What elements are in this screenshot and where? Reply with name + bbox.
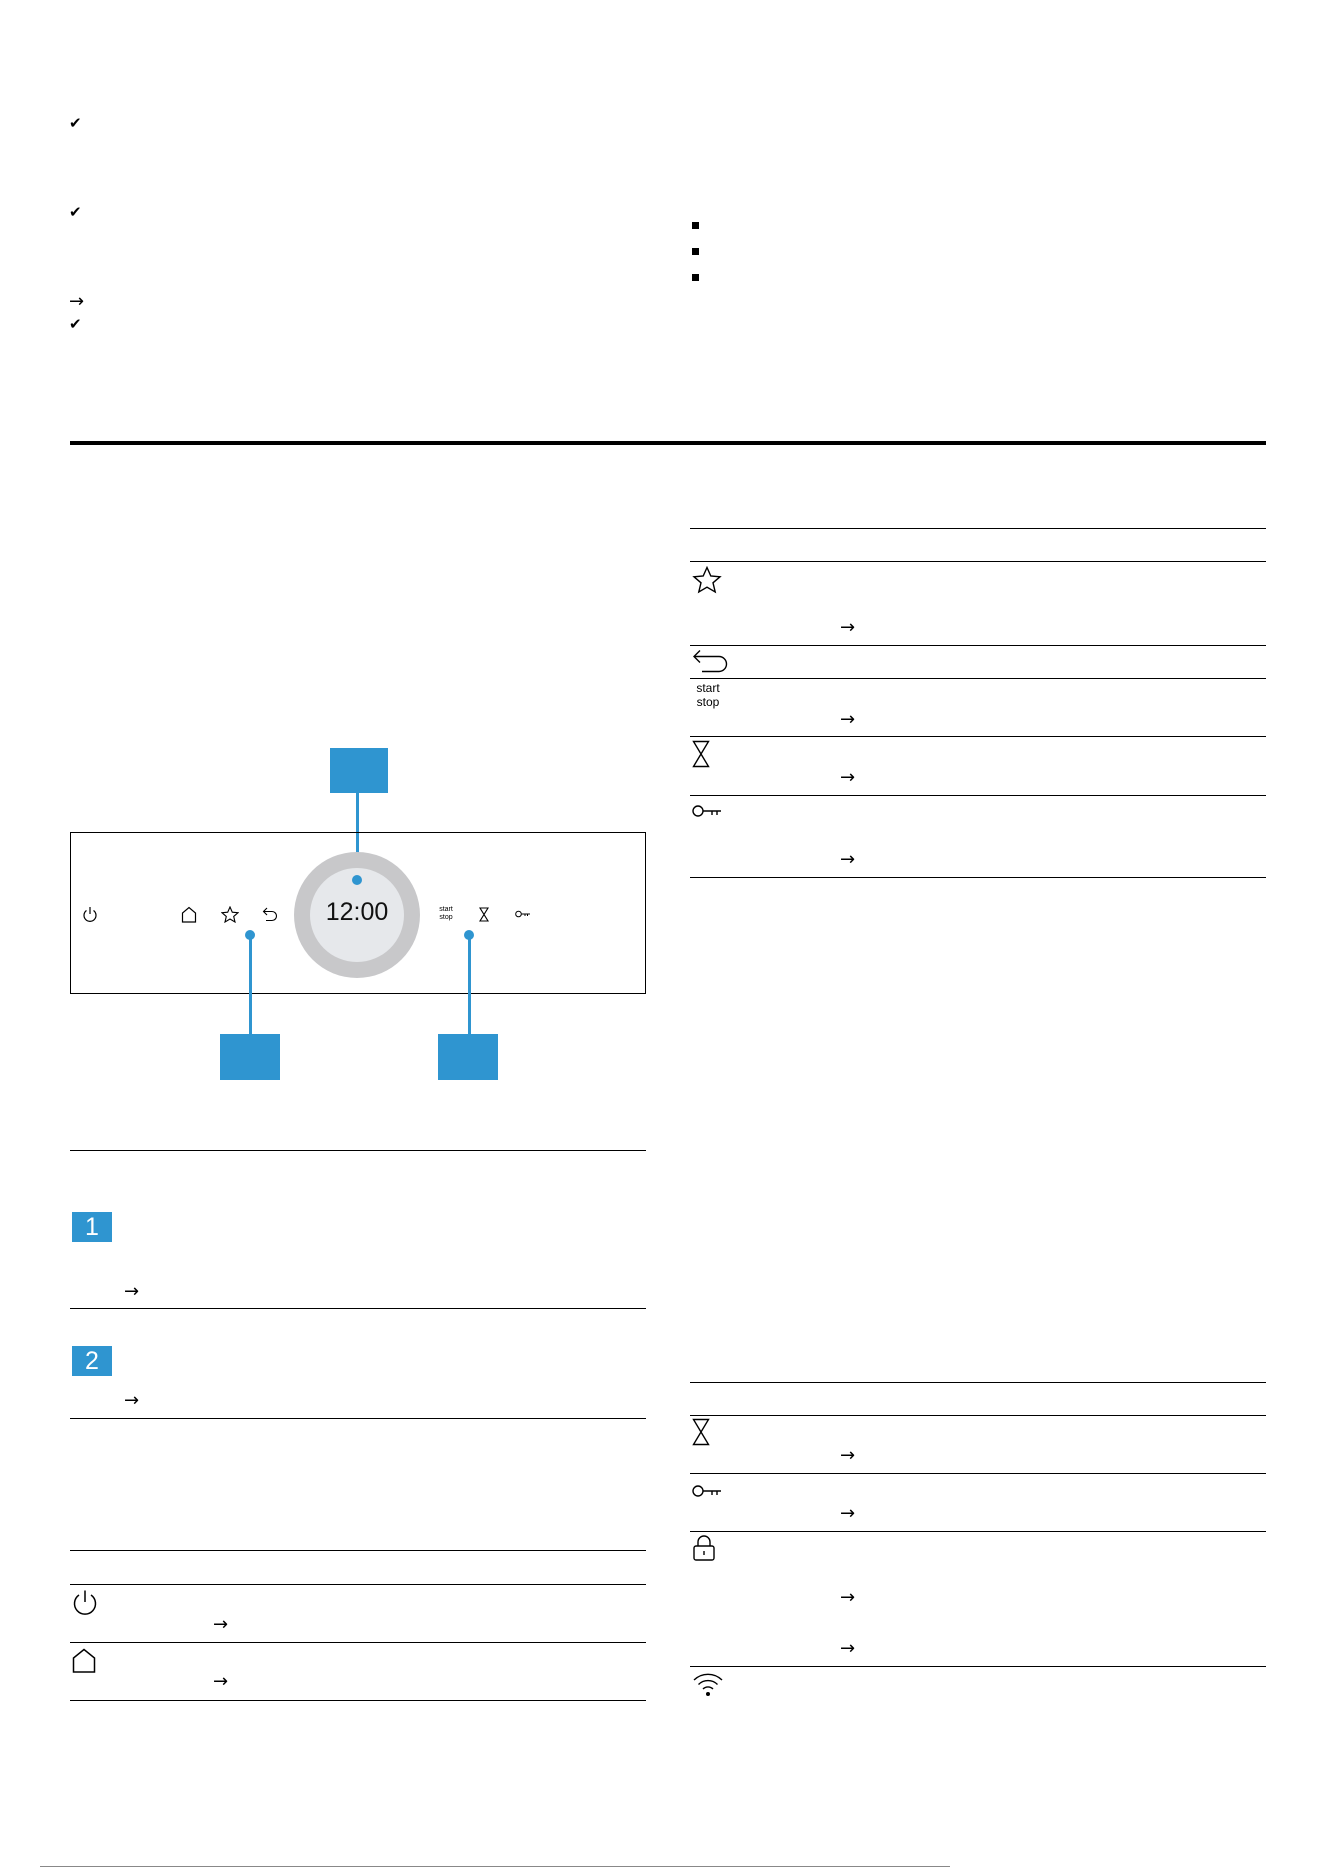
bullet <box>692 274 699 281</box>
table-rule <box>690 645 1266 646</box>
table-rule <box>70 1550 646 1551</box>
lock-icon <box>692 1534 716 1562</box>
table-rule <box>70 1308 646 1309</box>
timer-icon <box>692 1418 710 1446</box>
table-rule <box>690 1666 1266 1667</box>
section-divider <box>70 441 1266 445</box>
arrow-icon: → <box>840 767 856 788</box>
table-rule <box>690 877 1266 878</box>
key-icon <box>692 804 722 818</box>
checkmark-icon: ✔ <box>69 203 82 221</box>
back-icon <box>692 649 728 674</box>
arrow-icon: → <box>124 1390 140 1411</box>
power-icon <box>82 906 98 924</box>
table-rule <box>70 1700 646 1701</box>
table-rule <box>690 678 1266 679</box>
table-rule <box>70 1418 646 1419</box>
table-rule <box>70 1150 646 1151</box>
home-icon <box>181 906 197 923</box>
timer-icon <box>479 907 489 922</box>
callout-box-left <box>220 1034 280 1080</box>
callout-line <box>249 935 252 1035</box>
start-stop-label: start stop <box>696 681 720 709</box>
arrow-icon: → <box>840 1638 856 1659</box>
timer-icon <box>692 740 710 768</box>
arrow-icon: → <box>840 709 856 730</box>
table-rule <box>690 1531 1266 1532</box>
checkmark-icon: ✔ <box>69 114 82 132</box>
arrow-icon: → <box>213 1614 229 1635</box>
footer-rule <box>40 1866 950 1867</box>
legend-number-badge: 2 <box>72 1346 112 1376</box>
table-rule <box>690 1473 1266 1474</box>
bullet <box>692 222 699 229</box>
arrow-icon: → <box>124 1281 140 1302</box>
callout-line <box>468 935 471 1035</box>
table-rule <box>70 1642 646 1643</box>
arrow-icon: → <box>840 617 856 638</box>
arrow-icon: → <box>840 849 856 870</box>
table-rule <box>690 736 1266 737</box>
table-rule <box>690 528 1266 529</box>
table-rule <box>690 1415 1266 1416</box>
power-icon <box>72 1589 98 1617</box>
callout-box-display <box>330 748 388 793</box>
legend-number-badge: 1 <box>72 1212 112 1242</box>
star-icon <box>221 906 239 923</box>
home-icon <box>72 1648 96 1673</box>
arrow-icon: → <box>840 1587 856 1608</box>
star-icon <box>692 566 722 594</box>
display-time: 12:00 <box>325 898 389 926</box>
table-rule <box>70 1584 646 1585</box>
table-rule <box>690 795 1266 796</box>
callout-box-right <box>438 1034 498 1080</box>
table-rule <box>690 1382 1266 1383</box>
start-stop-label: start stop <box>439 906 453 921</box>
back-icon <box>262 907 278 922</box>
callout-dot <box>352 875 362 885</box>
wifi-icon <box>692 1671 724 1697</box>
arrow-icon: → <box>213 1671 229 1692</box>
checkmark-icon: ✔ <box>69 315 82 333</box>
arrow-icon: → <box>840 1503 856 1524</box>
bullet <box>692 248 699 255</box>
arrow-icon: → <box>69 291 85 312</box>
key-icon <box>692 1484 722 1498</box>
arrow-icon: → <box>840 1445 856 1466</box>
key-icon <box>515 910 531 918</box>
table-rule <box>690 561 1266 562</box>
